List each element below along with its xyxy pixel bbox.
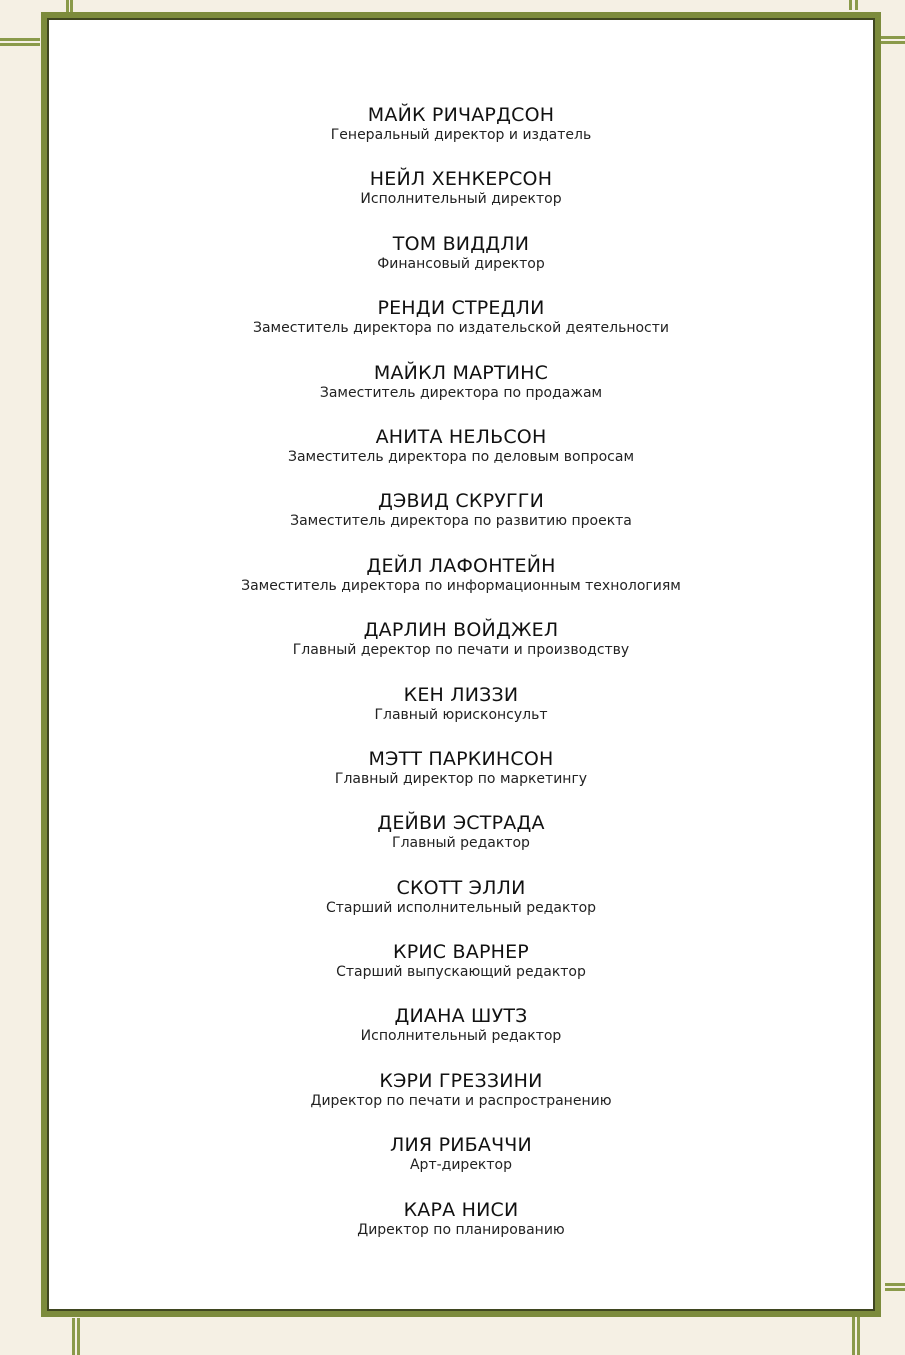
page-content: [47, 18, 875, 1311]
credit-role: Главный директор по маркетингу: [334, 770, 588, 787]
credit-entry: [49, 555, 873, 619]
credit-name: КАРА НИСИ: [403, 1198, 519, 1221]
credit-entry: [49, 941, 873, 1005]
decorative-line: [885, 1283, 905, 1286]
credit-name: ТОМ ВИДДЛИ: [392, 232, 530, 255]
credit-role: Исполнительный редактор: [360, 1028, 562, 1045]
credit-role: Заместитель директора по развитию проекта: [290, 513, 632, 530]
decorative-line: [72, 1318, 75, 1355]
credit-entry: [49, 426, 873, 490]
credit-role: Заместитель директора по издательской деятельности: [252, 320, 670, 337]
credit-role: Заместитель директора по информационным технологиям: [241, 577, 681, 594]
credit-name: ДЭВИД СКРУГГИ: [377, 490, 545, 513]
credit-name: КРИС ВАРНЕР: [393, 941, 529, 964]
credit-role: Генеральный директор и издатель: [330, 127, 592, 143]
credit-entry: [49, 877, 873, 941]
credit-entry: [49, 1199, 873, 1263]
credit-role: Старший исполнительный редактор: [325, 899, 597, 916]
credit-name: СКОТТ ЭЛЛИ: [396, 876, 526, 899]
credit-name: КЭРИ ГРЕЗЗИНИ: [379, 1069, 543, 1092]
credit-name: МАЙК РИЧАРДСОН: [367, 104, 555, 126]
credit-name: НЕЙЛ ХЕНКЕРСОН: [369, 168, 553, 191]
credit-entry: [49, 1070, 873, 1134]
credit-role: Главный юрисконсульт: [374, 706, 548, 723]
decorative-line: [880, 41, 905, 44]
credit-name: ДЕЙЛ ЛАФОНТЕЙН: [366, 554, 556, 577]
credit-entry: [49, 168, 873, 232]
credit-entry: [49, 362, 873, 426]
credit-role: Заместитель директора по деловым вопросам: [287, 448, 635, 465]
credit-name: МАЙКЛ МАРТИНС: [373, 361, 549, 384]
decorative-line: [849, 0, 852, 10]
credit-name: МЭТТ ПАРКИНСОН: [368, 747, 554, 770]
credit-name: РЕНДИ СТРЕДЛИ: [377, 297, 545, 320]
credit-entry: [49, 748, 873, 812]
decorative-line: [855, 0, 858, 10]
credit-name: АНИТА НЕЛЬСОН: [375, 425, 547, 448]
decorative-line: [0, 38, 40, 41]
page-frame: [41, 12, 881, 1317]
credit-role: Арт-директор: [409, 1157, 512, 1174]
credit-entry: [49, 233, 873, 297]
decorative-line: [77, 1318, 80, 1355]
credit-entry: [49, 297, 873, 361]
credit-role: Директор по печати и распространению: [310, 1092, 612, 1109]
credit-name: ДЕЙВИ ЭСТРАДА: [377, 812, 545, 835]
decorative-line: [880, 36, 905, 39]
credit-entry: [49, 1005, 873, 1069]
credits-list: [49, 104, 873, 1263]
credit-role: Заместитель директора по продажам: [319, 384, 603, 401]
credit-entry: [49, 490, 873, 554]
credit-name: КЕН ЛИЗЗИ: [403, 683, 519, 706]
credit-entry: [49, 104, 873, 168]
credit-role: Главный редактор: [392, 835, 530, 852]
credit-entry: [49, 1134, 873, 1198]
credit-role: Исполнительный директор: [360, 191, 562, 208]
credit-name: ДАРЛИН ВОЙДЖЕЛ: [363, 619, 559, 642]
credit-role: Директор по планированию: [357, 1221, 565, 1238]
credit-role: Главный деректор по печати и производству: [292, 642, 630, 659]
credit-role: Финансовый директор: [377, 255, 545, 272]
credit-entry: [49, 684, 873, 748]
decorative-line: [0, 43, 40, 46]
credit-role: Старший выпускающий редактор: [336, 964, 586, 981]
decorative-line: [885, 1288, 905, 1291]
credit-entry: [49, 812, 873, 876]
credit-name: ДИАНА ШУТЗ: [394, 1005, 528, 1028]
credit-name: ЛИЯ РИБАЧЧИ: [390, 1134, 532, 1157]
credit-entry: [49, 619, 873, 683]
